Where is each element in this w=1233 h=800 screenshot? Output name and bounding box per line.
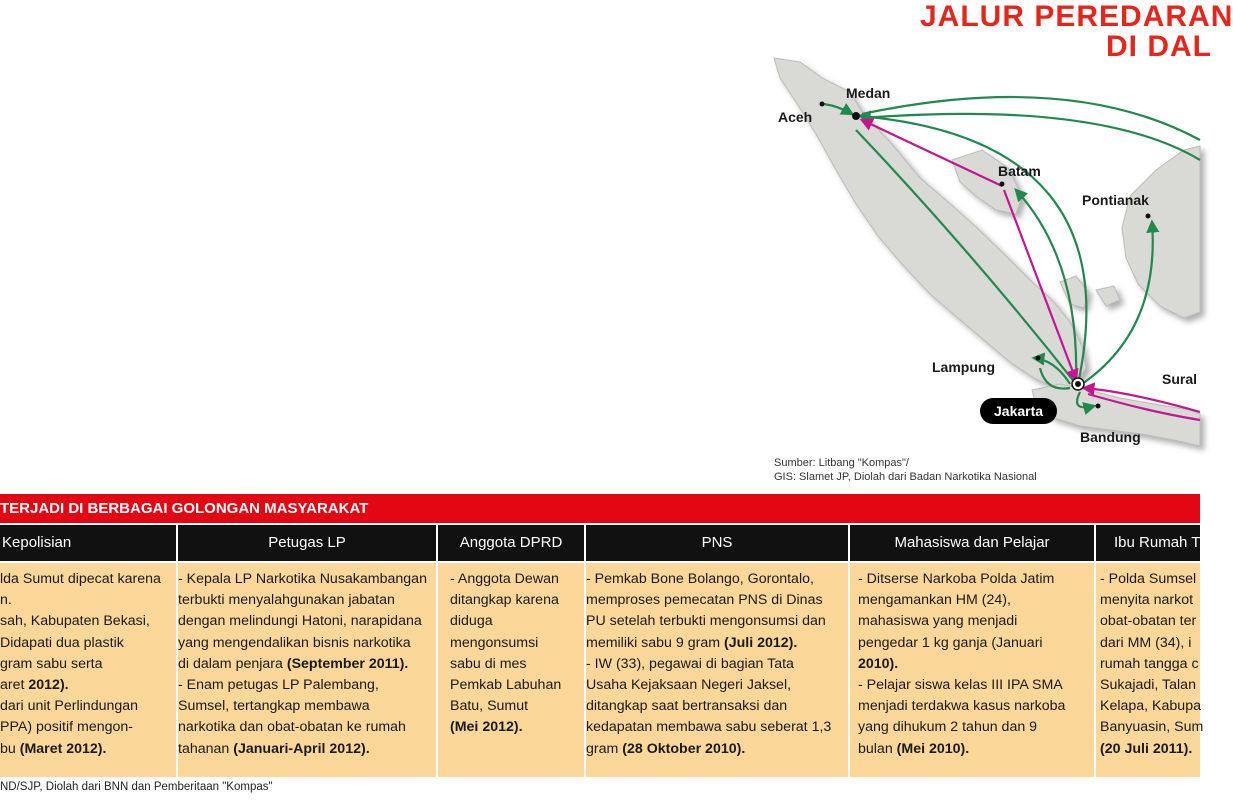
cell-line: (Mei 2012). <box>450 719 523 736</box>
cell-line: mengonsumsi <box>450 634 539 651</box>
cell-line: sah, Kabupaten Bekasi, <box>0 613 150 630</box>
cell-line: PPA) positif mengon- <box>0 719 133 736</box>
cell-line: - Pemkab Bone Bolango, Gorontalo, <box>586 571 814 587</box>
cell-line: Sukajadi, Talan <box>1100 677 1196 694</box>
dot-aceh <box>820 102 825 107</box>
landmasses <box>774 58 1200 446</box>
cell-line: PU setelah terbukti mengonsumsi dan <box>586 613 826 630</box>
cell-line: dari MM (34), i <box>1100 634 1192 651</box>
cell-line: Didapati dua plastik <box>0 634 124 651</box>
cell-line: lda Sumut dipecat karena <box>0 571 161 587</box>
cell-line: obat-obatan ter <box>1100 613 1197 630</box>
route-medan-east <box>862 97 1200 140</box>
cell-line: menjadi terdakwa kasus narkoba <box>858 698 1066 715</box>
city-label-aceh: Aceh <box>778 109 813 125</box>
city-label-batam: Batam <box>998 163 1041 179</box>
cell-line: bu (Maret 2012). <box>0 740 107 757</box>
cell-line: Usaha Kejaksaan Negeri Jaksel, <box>586 677 792 694</box>
cell-line: mengamankan HM (24), <box>858 592 1011 609</box>
table-body-row <box>0 563 1204 777</box>
cell-line: - IW (33), pegawai di bagian Tata <box>586 655 794 672</box>
cell-line: di dalam penjara (September 2011). <box>178 655 409 672</box>
drug-route-map <box>770 0 1233 492</box>
cell-line: yang mengendalikan bisnis narkotika <box>178 634 411 651</box>
cell-kepolisian <box>0 563 176 777</box>
dot-medan <box>852 112 860 120</box>
cell-line: Banyuasin, Sum <box>1100 719 1204 736</box>
city-label-lampung: Lampung <box>932 359 995 375</box>
cell-line: Kelapa, Kabupa <box>1100 698 1201 715</box>
cell-line: pengedar 1 kg ganja (Januari <box>858 634 1043 651</box>
cell-line: mahasiswa yang menjadi <box>858 613 1018 630</box>
cell-line: - Ditserse Narkoba Polda Jatim <box>858 571 1055 587</box>
table-header-row <box>0 525 1200 561</box>
cell-line: - Polda Sumsel <box>1100 571 1197 587</box>
cell-line: gram sabu serta <box>0 655 103 672</box>
island-belitung <box>1096 286 1120 306</box>
city-label-pontianak: Pontianak <box>1082 192 1149 208</box>
cell-line: kedapatan membawa sabu seberat 1,3 <box>586 719 832 736</box>
dot-bandung <box>1096 404 1101 409</box>
cell-line: aret 2012). <box>0 677 69 694</box>
cell-text-ibu-rumah-tangga <box>1100 569 1203 760</box>
cell-text-anggota-dprd <box>450 569 561 739</box>
cell-line: n. <box>0 592 12 609</box>
cell-line: (20 Juli 2011). <box>1100 740 1193 757</box>
cell-text-pns <box>586 569 831 760</box>
table-source: ND/SJP, Diolah dari BNN dan Pemberitaan "Kompas" <box>0 781 273 793</box>
cell-line: gram (28 Oktober 2010). <box>586 740 746 757</box>
cell-line: diduga <box>450 613 493 630</box>
dot-lampung <box>1036 356 1041 361</box>
cell-line: rumah tangga c <box>1100 655 1199 672</box>
city-label-jakarta: Jakarta <box>980 398 1057 424</box>
table-title-bar: TERJADI DI BERBAGAI GOLONGAN MASYARAKAT <box>0 494 1200 523</box>
cell-line: ditangkap karena <box>450 592 559 609</box>
header-pns: PNS <box>586 525 848 561</box>
cell-mahasiswa <box>850 563 1094 777</box>
cell-pns <box>586 563 848 777</box>
cell-line: tahanan (Januari-April 2012). <box>178 740 370 757</box>
city-label-medan: Medan <box>846 85 891 101</box>
island-borneo <box>1122 146 1200 318</box>
dot-batam <box>1000 182 1005 187</box>
header-kepolisian: Kepolisian <box>0 525 176 561</box>
map-source <box>774 456 1037 484</box>
cell-line: dengan melindungi Hatoni, narapidana <box>178 613 422 630</box>
cell-line: Batu, Sumut <box>450 698 529 715</box>
cell-line: narkotika dan obat-obatan ke rumah <box>178 719 406 736</box>
header-mahasiswa: Mahasiswa dan Pelajar <box>850 525 1094 561</box>
cell-text-mahasiswa <box>858 569 1065 760</box>
header-ibu-rumah-tangga: Ibu Rumah T <box>1096 525 1200 561</box>
cell-line: ditangkap saat bertransaksi dan <box>586 698 788 715</box>
cell-text-kepolisian <box>0 569 161 760</box>
cell-text-petugas-lp <box>178 569 427 760</box>
cell-line: dari unit Perlindungan <box>0 698 139 715</box>
city-label-surabaya: Sural <box>1162 371 1198 387</box>
cell-line: bulan (Mei 2010). <box>858 740 970 757</box>
cell-ibu-rumah-tangga <box>1096 563 1204 777</box>
cell-line: menyita narkot <box>1100 592 1194 609</box>
cell-line: sabu di mes <box>450 655 527 672</box>
route-medan-borneo <box>862 114 1200 160</box>
cell-line: memiliki sabu 9 gram (Juli 2012). <box>586 634 798 651</box>
map-source-line2: GIS: Slamet JP, Diolah dari Badan Narkotika Nasional <box>774 471 1037 483</box>
map-source-line1: Sumber: Litbang "Kompas"/ <box>774 457 909 469</box>
dot-jakarta <box>1075 381 1081 387</box>
cell-line: Pemkab Labuhan <box>450 677 562 694</box>
cell-line: terbukti menyalahgunakan jabatan <box>178 592 395 609</box>
map-title-line2: DI DAL <box>1106 30 1212 63</box>
cell-line: - Anggota Dewan <box>450 571 559 587</box>
dot-pontianak <box>1146 214 1151 219</box>
cell-line: Sumsel, tertangkap membawa <box>178 698 370 715</box>
header-anggota-dprd: Anggota DPRD <box>438 525 584 561</box>
cell-line: - Enam petugas LP Palembang, <box>178 677 379 694</box>
header-petugas-lp: Petugas LP <box>178 525 436 561</box>
map-title-line1: JALUR PEREDARAN <box>920 0 1233 33</box>
cell-line: - Pelajar siswa kelas III IPA SMA <box>858 677 1063 694</box>
cell-line: yang dihukum 2 tahun dan 9 <box>858 719 1038 736</box>
city-label-bandung: Bandung <box>1080 429 1141 445</box>
cell-line: memproses pemecatan PNS di Dinas <box>586 592 823 609</box>
cell-line: - Kepala LP Narkotika Nusakambangan <box>178 571 427 587</box>
cell-anggota-dprd <box>438 563 584 777</box>
cell-line: 2010). <box>858 655 899 672</box>
island-riau <box>952 150 1022 214</box>
cell-petugas-lp <box>178 563 436 777</box>
